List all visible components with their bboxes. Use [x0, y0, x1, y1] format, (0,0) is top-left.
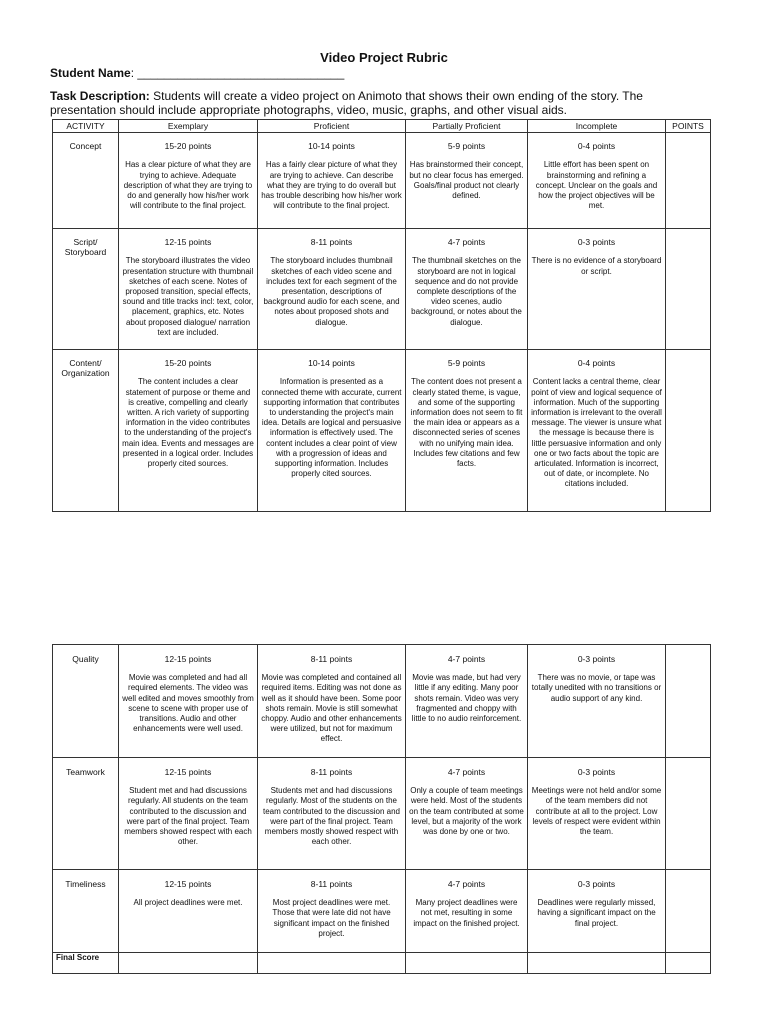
activity-cell	[53, 350, 119, 512]
task-description-label: Task Description:	[50, 89, 150, 103]
criteria-cell	[406, 645, 528, 758]
rubric-row-timeliness	[53, 870, 711, 953]
criteria-cell	[528, 350, 666, 512]
criteria-description: The content does not present a clearly stated theme, is vague, and some of the supporting information does not seem to fit the main idea or appears as a disconnected series of scenes with no unifying main idea. Includes few citations and few facts.	[410, 377, 523, 469]
rubric-header-row	[53, 120, 711, 133]
activity-label: Script/ Storyboard	[64, 237, 107, 258]
points-entry-cell[interactable]	[666, 133, 711, 229]
criteria-description: Meetings were not held and/or some of the team members did not contribute at all to the project. Low levels of respect were evident within the team.	[531, 786, 662, 837]
points-range: 4-7 points	[447, 654, 486, 664]
header-proficient: Proficient	[258, 120, 406, 133]
points-range: 0-3 points	[577, 879, 616, 889]
points-range: 10-14 points	[308, 141, 355, 152]
criteria-description: Content lacks a central theme, clear point of view and logical sequence of information. Much of the supporting information is irrelevant to the overall message. The viewer is unsure what the message is because there is little persuasive information and only one or two facts about the topic are articulated. Information is incorrect, out of date, or incomplete. No citations included.	[531, 377, 662, 489]
header-activity: ACTIVITY	[53, 120, 119, 133]
points-range: 4-7 points	[447, 879, 486, 889]
header-incomplete: Incomplete	[528, 120, 666, 133]
points-range: 8-11 points	[310, 767, 353, 777]
final-score-blank	[258, 953, 406, 974]
criteria-description: Students met and had discussions regularly. Most of the students on the team contributed to the discussion and were part of the final project. Team members mostly showed respect with each other.	[263, 786, 400, 847]
task-description	[50, 89, 710, 117]
criteria-cell	[119, 758, 258, 870]
final-score-blank	[119, 953, 258, 974]
criteria-cell	[119, 645, 258, 758]
points-entry-cell[interactable]	[666, 229, 711, 350]
criteria-cell	[528, 870, 666, 953]
criteria-description: All project deadlines were met.	[133, 898, 243, 908]
points-range: 10-14 points	[308, 358, 355, 369]
points-range: 4-7 points	[447, 237, 486, 248]
criteria-cell	[119, 133, 258, 229]
criteria-cell	[258, 350, 406, 512]
criteria-description: There was no movie, or tape was totally unedited with no transitions or audio support of any kind.	[531, 673, 662, 703]
activity-cell	[53, 870, 119, 953]
criteria-cell	[528, 645, 666, 758]
points-range: 0-4 points	[577, 141, 616, 152]
criteria-description: The storyboard illustrates the video presentation structure with thumbnail sketches of each scene. Notes of proposed transition, special effects, sound and title tracks incl: text, color, placement, graphics, etc. Notes about proposed dialogue/ narration text are included.	[122, 256, 254, 337]
points-entry-cell[interactable]	[666, 645, 711, 758]
points-range: 0-4 points	[577, 358, 616, 369]
points-range: 5-9 points	[447, 358, 486, 369]
criteria-cell	[258, 645, 406, 758]
criteria-cell	[258, 870, 406, 953]
final-score-label: Final Score	[53, 953, 119, 974]
points-range: 8-11 points	[310, 654, 353, 664]
points-range: 4-7 points	[447, 767, 486, 777]
header-exemplary: Exemplary	[119, 120, 258, 133]
points-range: 0-3 points	[577, 237, 616, 248]
criteria-cell	[119, 229, 258, 350]
criteria-description: Only a couple of team meetings were held. Most of the students on the team contributed at some level, but a majority of the work was done by one or two.	[409, 786, 524, 837]
rubric-row-concept	[53, 133, 711, 229]
criteria-description: Has brainstormed their concept, but no clear focus has emerged. Goals/final product not clearly defined.	[409, 160, 524, 201]
criteria-cell	[406, 229, 528, 350]
rubric-row-content-organization	[53, 350, 711, 512]
activity-cell	[53, 229, 119, 350]
rubric-table-part1	[52, 119, 711, 512]
final-score-row	[53, 953, 711, 974]
final-score-blank	[406, 953, 528, 974]
points-entry-cell[interactable]	[666, 870, 711, 953]
criteria-description: Little effort has been spent on brainstorming and refining a concept. Unclear on the goals and how the project objectives will be met.	[535, 160, 658, 211]
points-range: 15-20 points	[164, 141, 212, 152]
activity-cell	[53, 758, 119, 870]
criteria-cell	[258, 758, 406, 870]
criteria-description: Most project deadlines were met. Those that were late did not have significant impact on the finished project.	[272, 898, 391, 938]
header-partially-proficient: Partially Proficient	[406, 120, 528, 133]
criteria-description: The content includes a clear statement of purpose or theme and is creative, compelling and clearly written. A rich variety of supporting information in the video contributes to the understanding of the project's main idea. Events and messages are presented in a logical order. Includes properly cited sources.	[122, 377, 254, 469]
points-entry-cell[interactable]	[666, 758, 711, 870]
criteria-description: Student met and had discussions regularly. All students on the team contributed to the discussion and were part of the final project. Team members showed respect with each other.	[124, 786, 252, 847]
criteria-cell	[406, 758, 528, 870]
points-range: 8-11 points	[310, 237, 353, 248]
points-range: 5-9 points	[447, 141, 486, 152]
criteria-cell	[528, 229, 666, 350]
criteria-cell	[406, 350, 528, 512]
points-range: 8-11 points	[310, 879, 353, 889]
criteria-description: Movie was made, but had very little if any editing. Many poor shots remain. Video was very fragmented and choppy with little to no audio reinforcement.	[411, 673, 522, 724]
points-range: 12-15 points	[164, 879, 212, 889]
points-range: 12-15 points	[164, 654, 212, 664]
document-title: Video Project Rubric	[320, 50, 448, 65]
criteria-cell	[119, 870, 258, 953]
points-range: 0-3 points	[577, 767, 616, 777]
criteria-cell	[528, 133, 666, 229]
final-score-blank	[528, 953, 666, 974]
criteria-cell	[406, 870, 528, 953]
criteria-description: Deadlines were regularly missed, having a significant impact on the final project.	[537, 898, 656, 928]
student-name-label: Student Name	[50, 66, 131, 80]
criteria-description: The storyboard includes thumbnail sketches of each video scene and includes text for each segment of the presentation, descriptions of background audio for each scene, and notes about proposed shots and dialogue.	[263, 256, 400, 327]
points-range: 12-15 points	[164, 237, 212, 248]
activity-label: Concept	[69, 141, 102, 152]
points-range: 0-3 points	[577, 654, 616, 664]
criteria-cell	[528, 758, 666, 870]
final-score-entry-cell[interactable]	[666, 953, 711, 974]
activity-cell	[53, 645, 119, 758]
activity-cell	[53, 133, 119, 229]
criteria-description: There is no evidence of a storyboard or script.	[531, 256, 662, 276]
criteria-cell	[258, 133, 406, 229]
criteria-cell	[258, 229, 406, 350]
student-name-line	[50, 66, 344, 80]
points-entry-cell[interactable]	[666, 350, 711, 512]
criteria-description: The thumbnail sketches on the storyboard are not in logical sequence and do not provide complete descriptions of the video scenes, audio background, or notes about the dialogue.	[411, 256, 522, 327]
activity-label: Content/ Organization	[61, 358, 110, 379]
points-range: 12-15 points	[164, 767, 212, 777]
points-range: 15-20 points	[164, 358, 212, 369]
criteria-description: Information is presented as a connected theme with accurate, current supporting information that contributes to understanding the project's main idea. Details are logical and persuasive information is effectively used. The content includes a clear point of view with a progression of ideas and supporting information. Includes properly cited sources.	[261, 377, 402, 479]
criteria-description: Movie was completed and contained all required items. Editing was not done as well as it should have been. Some poor shots remain. Movie is still somewhat choppy. Audio and other enhancements were utilized, but not for maximum effect.	[261, 673, 402, 744]
rubric-table-part2	[52, 644, 711, 974]
task-description-text: Students will create a video project on Animoto that shows their own ending of the story. The presentation should include appropriate photographs, video, music, graphs, and other visual aids.	[50, 89, 643, 117]
rubric-row-quality	[53, 645, 711, 758]
activity-label: Quality	[72, 654, 99, 664]
rubric-row-script-storyboard	[53, 229, 711, 350]
header-points: POINTS	[666, 120, 711, 133]
activity-label: Timeliness	[65, 879, 106, 889]
rubric-row-teamwork	[53, 758, 711, 870]
activity-label: Teamwork	[66, 767, 105, 777]
criteria-description: Movie was completed and had all required elements. The video was well edited and moves smoothly from scene to scene with proper use of transitions. Audio and other enhancements were well used.	[122, 673, 254, 734]
criteria-cell	[406, 133, 528, 229]
criteria-description: Has a clear picture of what they are trying to achieve. Adequate description of what they are trying to do and generally how his/her work will contribute to the final project.	[123, 160, 253, 211]
criteria-cell	[119, 350, 258, 512]
criteria-description: Has a fairly clear picture of what they are trying to achieve. Can describe what they are trying to do overall but has trouble describing how his/her work will contribute to the final project.	[261, 160, 402, 211]
student-name-blank[interactable]: : _______________________________	[130, 66, 345, 80]
criteria-description: Many project deadlines were not met, resulting in some impact on the finished project.	[413, 898, 520, 928]
